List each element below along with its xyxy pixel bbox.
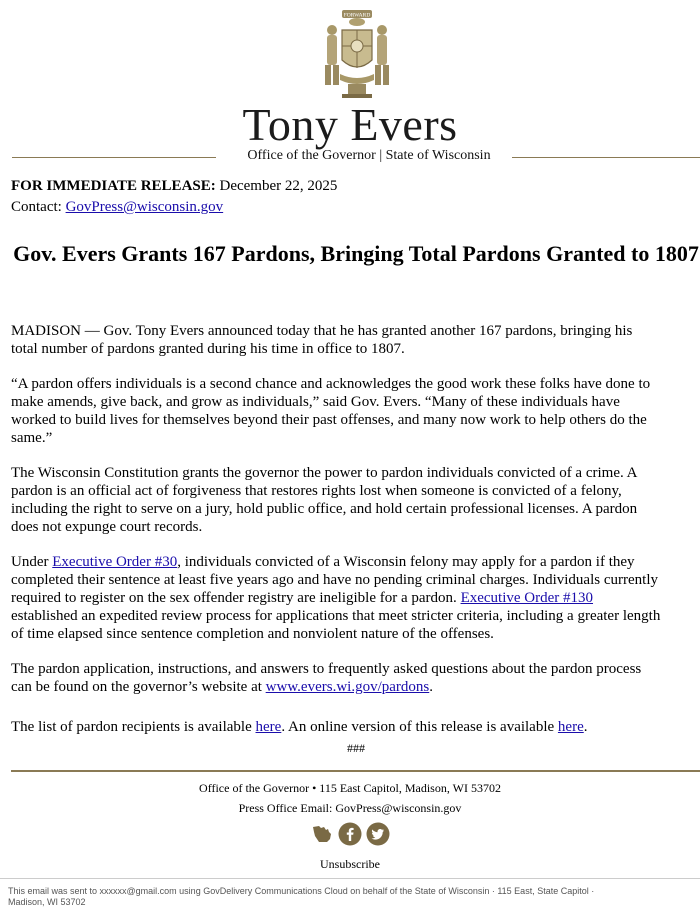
p5-line-2-post: .: [429, 679, 433, 695]
press-body: [11, 322, 700, 757]
p4-line-3-pre: required to register on the sex offender registry are ineligible for a pardon.: [11, 590, 461, 606]
twitter-icon[interactable]: [366, 822, 390, 846]
press-headline: Gov. Evers Grants 167 Pardons, Bringing Total Pardons Granted to 1807: [13, 241, 699, 266]
p2-line-4: same.”: [11, 430, 53, 446]
email-footer: [0, 778, 700, 874]
footer-divider: [11, 770, 700, 772]
footer-press-email: Press Office Email: GovPress@wisconsin.gov: [238, 801, 462, 815]
office-title: Office of the Governor | State of Wisconsin: [247, 148, 491, 163]
online-version-link[interactable]: here: [557, 719, 584, 735]
p2-line-3: worked to build lives for themselves beyond their past offenses, and many now work to help others do the: [11, 412, 647, 428]
paragraph-application: [11, 660, 700, 696]
executive-order-130-link[interactable]: Executive Order #130: [460, 590, 594, 606]
social-links: [0, 822, 700, 848]
p3-line-2: pardon is an official act of forgiveness that restores rights lost when someone is convicted of a felony,: [11, 483, 622, 499]
paragraph-quote: [11, 375, 700, 447]
p4-line-4: established an expedited review process for applications that meet stricter criteria, including a greater length: [11, 608, 661, 624]
executive-order-30-link[interactable]: Executive Order #30: [52, 554, 178, 570]
governor-name: Tony Evers: [242, 99, 458, 150]
release-info: [11, 176, 337, 218]
email-header: [0, 0, 700, 170]
p3-line-1: The Wisconsin Constitution grants the governor the power to pardon individuals convicted of a crime. A: [11, 465, 638, 481]
p2-line-1: “A pardon offers individuals is a second chance and acknowledges the good work these folks have done to: [11, 376, 651, 392]
p4-line-1-pre: Under: [11, 554, 53, 570]
office-divider: [12, 148, 700, 166]
p6-mid: . An online version of this release is available: [281, 719, 558, 735]
p1-line-1: MADISON — Gov. Tony Evers announced today that he has granted another 167 pardons, bringing his: [11, 323, 633, 339]
recipients-list-link[interactable]: here: [255, 719, 282, 735]
paragraph-executive-orders: [11, 553, 700, 643]
p3-line-4: does not expunge court records.: [11, 519, 203, 535]
contact-label: Contact:: [11, 199, 62, 215]
release-label: FOR IMMEDIATE RELEASE:: [11, 178, 216, 194]
p4-line-2: completed their sentence at least five years ago and have no pending criminal charges. Individuals currently: [11, 572, 658, 588]
delivery-notice: This email was sent to xxxxxx@gmail.com using GovDelivery Communications Cloud on behalf of the State of Wisconsin · 115 East, State Capitol · Madison, WI 53702: [8, 886, 595, 907]
paragraph-intro: [11, 322, 700, 358]
facebook-icon[interactable]: [338, 822, 362, 846]
divider-right-rule: [512, 157, 700, 158]
pardons-website-link[interactable]: www.evers.wi.gov/pardons: [265, 679, 430, 695]
p5-line-1: The pardon application, instructions, and answers to frequently asked questions about the pardon process: [11, 661, 642, 677]
wisconsin-seal-icon: [312, 8, 402, 100]
release-date: December 22, 2025: [219, 178, 338, 194]
end-mark: ###: [347, 741, 365, 755]
p6-pre: The list of pardon recipients is available: [11, 719, 256, 735]
p4-line-5: of time elapsed since sentence completion and nonviolent nature of the offenses.: [11, 626, 494, 642]
p2-line-2: make amends, give back, and grow as individuals,” said Gov. Evers. “Many of these individuals have: [11, 394, 620, 410]
wisconsin-state-icon[interactable]: [310, 822, 334, 846]
seal-banner-text: FORWARD: [343, 12, 371, 19]
paragraph-constitution: [11, 464, 700, 536]
p6-post: .: [583, 719, 588, 735]
p5-line-2-pre: can be found on the governor’s website at: [11, 679, 266, 695]
divider-left-rule: [12, 157, 216, 158]
bottom-divider: [0, 878, 700, 879]
unsubscribe-link[interactable]: Unsubscribe: [320, 857, 380, 871]
footer-address: Office of the Governor • 115 East Capitol, Madison, WI 53702: [199, 781, 501, 795]
p4-line-1-post: , individuals convicted of a Wisconsin felony may apply for a pardon if they: [177, 554, 635, 570]
p3-line-3: including the right to serve on a jury, hold public office, and hold certain professional licenses. A pardon: [11, 501, 638, 517]
contact-email-link[interactable]: GovPress@wisconsin.gov: [65, 199, 224, 215]
paragraph-links: [11, 718, 700, 736]
p1-line-2: total number of pardons granted during his time in office to 1807.: [11, 341, 405, 357]
